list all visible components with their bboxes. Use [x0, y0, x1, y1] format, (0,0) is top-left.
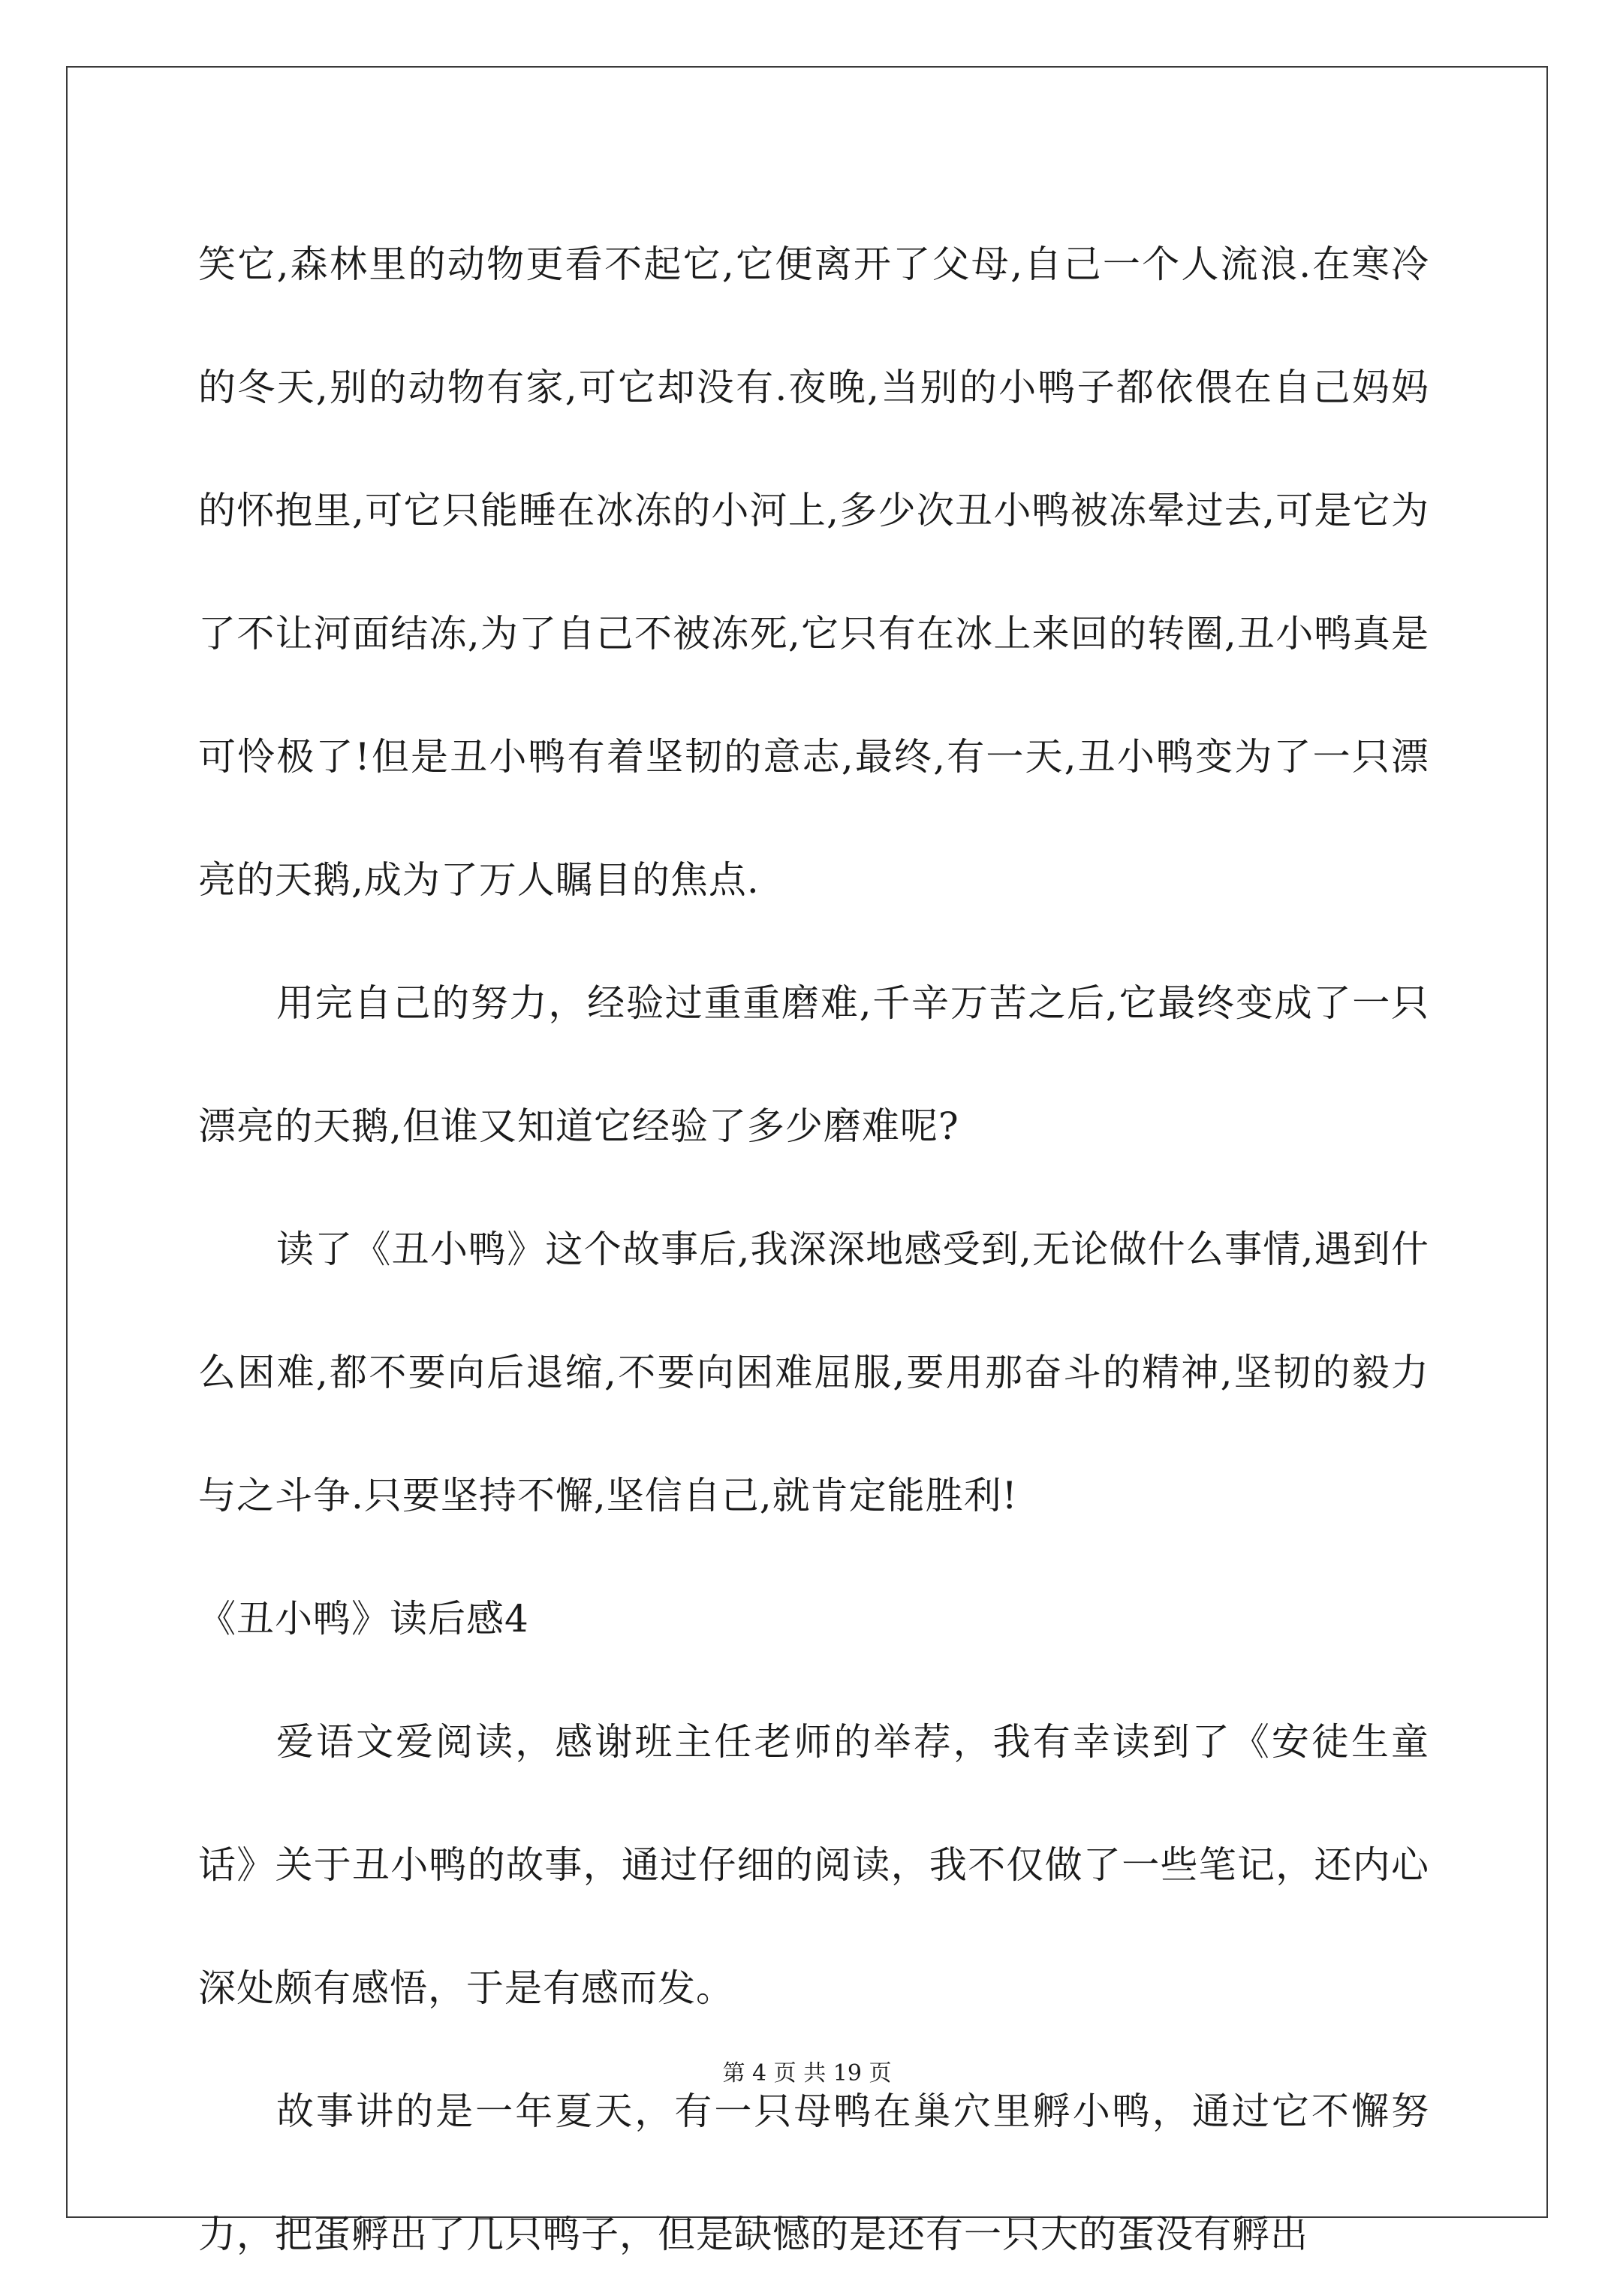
paragraph: 读了《丑小鸭》这个故事后,我深深地感受到,无论做什么事情,遇到什么困难,都不要向后退缩,不要向困难屈服,要用那奋斗的精神,坚韧的毅力与之斗争.只要坚持不懈,坚信自己,就肯定能胜利!	[198, 1228, 1429, 1517]
page-number-footer: 第 4 页 共 19 页	[722, 2060, 892, 2087]
section-heading: 《丑小鸭》读后感4	[198, 1597, 529, 1641]
document-body	[198, 203, 1429, 2296]
paragraph: 故事讲的是一年夏天，有一只母鸭在巢穴里孵小鸭，通过它不懈努力，把蛋孵出了几只鸭子，但是缺憾的是还有一只大的蛋没有孵出	[198, 2090, 1429, 2256]
paragraph: 爱语文爱阅读，感谢班主任老师的举荐，我有幸读到了《安徒生童话》关于丑小鸭的故事，通过仔细的阅读，我不仅做了一些笔记，还内心深处颇有感悟，于是有感而发。	[198, 1720, 1429, 2010]
paragraph-continuation: 笑它,森林里的动物更看不起它,它便离开了父母,自己一个人流浪.在寒冷的冬天,别的动物有家,可它却没有.夜晚,当别的小鸭子都依偎在自己妈妈的怀抱里,可它只能睡在冰冻的小河上,多少次丑小鸭被冻晕过去,可是它为了不让河面结冻,为了自己不被冻死,它只有在冰上来回的转圈,丑小鸭真是可怜极了!但是丑小鸭有着坚韧的意志,最终,有一天,丑小鸭变为了一只漂亮的天鹅,成为了万人瞩目的焦点.	[198, 243, 1429, 902]
paragraph: 用完自己的努力，经验过重重磨难,千辛万苦之后,它最终变成了一只漂亮的天鹅,但谁又知道它经验了多少磨难呢?	[198, 981, 1429, 1148]
